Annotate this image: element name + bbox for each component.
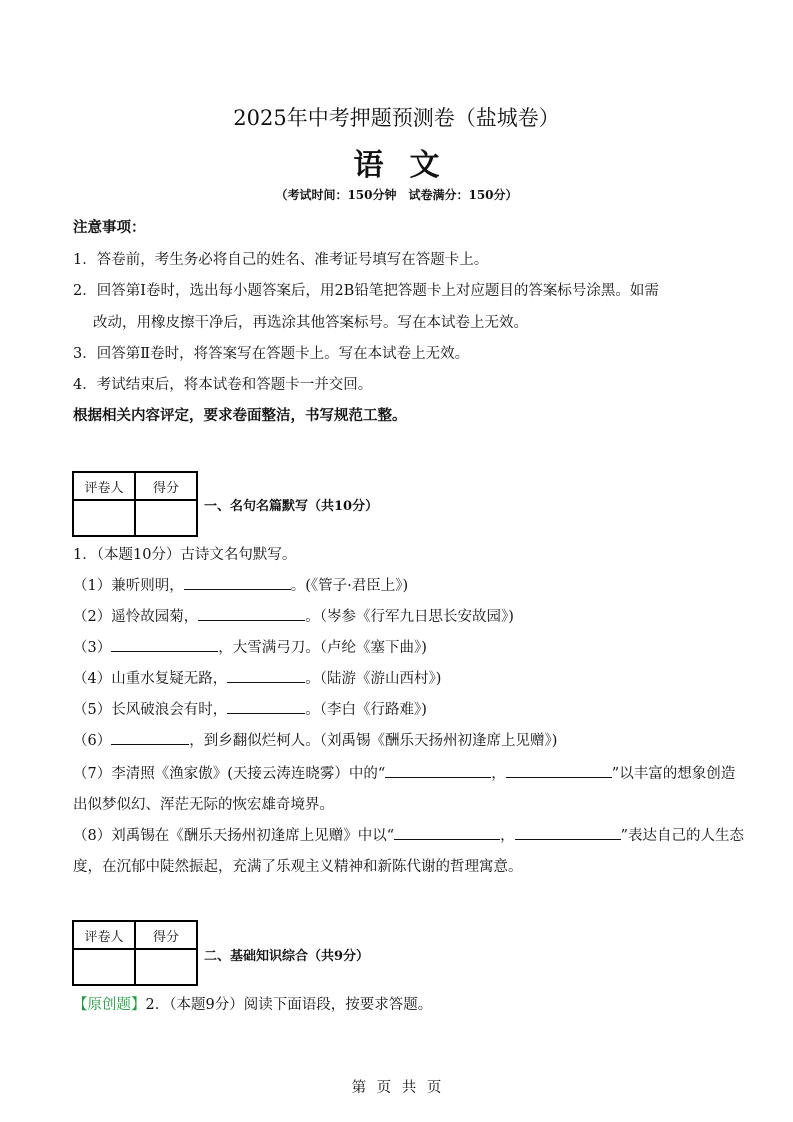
fill-item-cont: 出似梦似幻、浑茫无际的恢宏雄奇境界。	[73, 797, 334, 813]
section-title: 二、基础知识综合（共9分）	[204, 949, 370, 964]
answer-blank[interactable]	[515, 827, 621, 840]
fill-item-cont: 度，在沉郁中陡然振起，充满了乐观主义精神和新陈代谢的哲理寓意。	[73, 859, 523, 875]
page-footer: 第 页 共 页	[351, 1080, 442, 1096]
fill-item: （2）遥怜故园菊， 。（岑参《行军九日思长安故园》)	[73, 609, 514, 625]
fill-item: （3） ，大雪满弓刀。（卢纶《塞下曲》)	[73, 640, 427, 656]
fill-item: （8）刘禹锡在《酬乐天扬州初逢席上见赠》中以“ ， ”表达自己的人生态	[73, 828, 745, 844]
fill-item: （7）李清照《渔家傲》(天接云涛连晓雾）中的“ ， ”以丰富的想象创造	[73, 766, 736, 782]
notice-item: 3．回答第Ⅱ卷时，将答案写在答题卡上。写在本试卷上无效。	[73, 346, 470, 362]
answer-blank[interactable]	[111, 639, 218, 652]
score-cell[interactable]	[135, 949, 197, 985]
answer-blank[interactable]	[227, 701, 305, 714]
score-label: 得分	[135, 921, 197, 949]
score-box	[72, 471, 198, 537]
answer-blank[interactable]	[198, 608, 305, 621]
score-box	[72, 920, 198, 986]
notice-item: 2．回答第Ⅰ卷时，选出每小题答案后，用2B铅笔把答题卡上对应题目的答案标号涂黑。如需	[73, 283, 659, 299]
notice-item: 1．答卷前，考生务必将自己的姓名、准考证号填写在答题卡上。	[73, 252, 489, 268]
original-tag: 【原创题】	[73, 997, 146, 1013]
notice-heading: 注意事项：	[73, 219, 146, 236]
notice-item: 4．考试结束后，将本试卷和答题卡一并交回。	[73, 377, 373, 393]
exam-title: 2025年中考押题预测卷（盐城卷）	[233, 106, 560, 130]
answer-blank[interactable]	[184, 577, 291, 590]
question-stem: 1．（本题10分）古诗文名句默写。	[73, 547, 297, 563]
answer-blank[interactable]	[385, 765, 491, 778]
reviewer-cell[interactable]	[73, 949, 135, 985]
reviewer-label: 评卷人	[73, 921, 135, 949]
notice-item: 改动，用橡皮擦干净后，再选涂其他答案标号。写在本试卷上无效。	[93, 315, 528, 331]
score-label: 得分	[135, 472, 197, 500]
reviewer-cell[interactable]	[73, 500, 135, 536]
fill-item: （6） ，到乡翻似烂柯人。（刘禹锡《酬乐天扬州初逢席上见赠》)	[73, 733, 558, 749]
section-title: 一、名句名篇默写（共10分）	[204, 499, 379, 514]
question-stem: 【原创题】2．（本题9分）阅读下面语段，按要求答题。	[73, 997, 433, 1013]
answer-blank[interactable]	[111, 732, 189, 745]
notice-footer: 根据相关内容评定，要求卷面整洁，书写规范工整。	[73, 407, 407, 424]
exam-info: （考试时间：150分钟 试卷满分：150分）	[275, 188, 518, 202]
answer-blank[interactable]	[394, 827, 500, 840]
answer-blank[interactable]	[506, 765, 612, 778]
reviewer-label: 评卷人	[73, 472, 135, 500]
fill-item: （1）兼听则明， 。(《管子·君臣上》)	[73, 578, 409, 594]
fill-item: （4）山重水复疑无路， 。（陆游《游山西村》)	[73, 671, 442, 687]
fill-item: （5）长风破浪会有时， 。（李白《行路难》)	[73, 702, 427, 718]
score-cell[interactable]	[135, 500, 197, 536]
subject-title: 语文	[353, 148, 466, 183]
answer-blank[interactable]	[227, 670, 305, 683]
